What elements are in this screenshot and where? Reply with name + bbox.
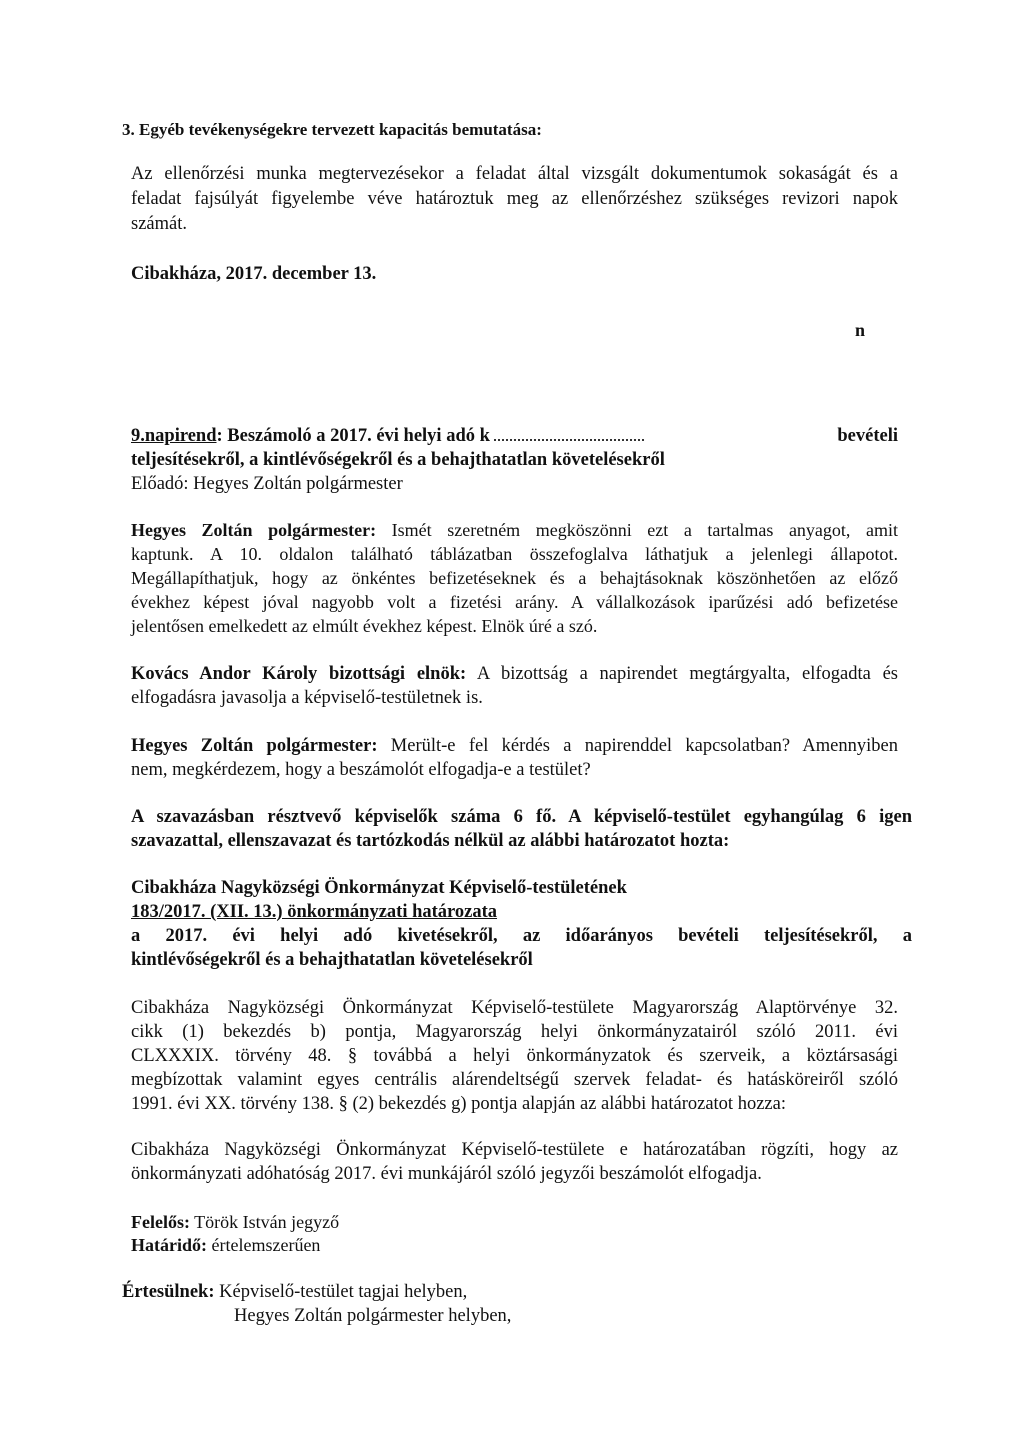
deadline-value: értelemszerűen [207,1235,321,1255]
agenda-title-line: teljesítésekről, a kintlévőségekről és a behajthatatlan követelésekről [131,450,665,470]
decision-line: Cibakháza Nagyközségi Önkormányzat Képviselő-testülete e határozatában rögzíti, hogy az [131,1140,898,1160]
decision-line: önkormányzati adóhatóság 2017. évi munkájáról szóló jegyzői beszámolót elfogadja. [131,1164,762,1184]
resolution-subject-line: kintlévőségekről és a behajthatatlan követelésekről [131,950,533,970]
legal-basis-line: 1991. évi XX. törvény 138. § (2) bekezdés g) pontja alapján az alábbi határozatot hozza: [131,1094,786,1114]
paragraph-line: Az ellenőrzési munka megtervezésekor a feladat által vizsgált dokumentumok sokaságát és a [131,164,898,184]
legal-basis-line: cikk (1) bekezdés b) pontja, Magyarország helyi önkormányzatairól szóló 2011. évi [131,1022,898,1042]
vote-line: A szavazásban résztvevő képviselők száma 6 fő. A képviselő-testület egyhangúlag 6 igen [131,807,912,827]
speech-line [131,734,898,758]
speech-line: évekhez képest jóval nagyobb volt a fizetési arány. A vállalkozások iparűzési adó befizetése [131,592,898,612]
agenda-title-end: bevételi [837,426,898,446]
agenda-title-line [131,424,898,448]
agenda-label: 9.napirend [131,426,217,446]
speech-text: Ismét szeretném megköszönni ezt a tartalmas anyagot, amit [376,520,898,540]
deadline-line [131,1233,320,1257]
speech-line: kaptunk. A 10. oldalon található táblázatban összefoglalva láthatjuk a jelenlegi állapotot. [131,544,898,564]
resolution-subject-line: a 2017. évi helyi adó kivetésekről, az időarányos bevételi teljesítésekről, a [131,926,912,946]
speech-line: nem, megkérdezem, hogy a beszámolót elfogadja-e a testület? [131,760,591,780]
deadline-label: Határidő: [131,1235,207,1255]
responsible-label: Felelős: [131,1212,190,1232]
vote-line: szavazattal, ellenszavazat és tartózkodás nélkül az alábbi határozatot hozta: [131,831,730,851]
speech-line: elfogadásra javasolja a képviselő-testületnek is. [131,688,483,708]
speaker-name: Hegyes Zoltán polgármester: [131,520,377,540]
speaker-name: Hegyes Zoltán polgármester: [131,736,378,756]
paragraph-line: számát. [131,214,187,234]
responsible-value: Török István jegyző [189,1212,340,1232]
legal-basis-line: megbízottak valamint egyes centrális alárendeltségű szervek feladat- és hatásköreiről szóló [131,1070,898,1090]
resolution-body: Cibakháza Nagyközségi Önkormányzat Képviselő-testületének [131,878,627,898]
speech-line: Megállapíthatjuk, hogy az önkéntes befizetéseknek és a behajtásoknak köszönhetően az előző [131,568,898,588]
speech-text: Merült-e fel kérdés a napirenddel kapcsolatban? Amennyiben [377,736,898,756]
paragraph-line: feladat fajsúlyát figyelembe véve határoztuk meg az ellenőrzéshez szükséges revizori napok [131,189,898,209]
speaker-name: Kovács Andor Károly bizottsági elnök: [131,664,467,684]
agenda-presenter: Előadó: Hegyes Zoltán polgármester [131,474,403,494]
notify-recipient: Hegyes Zoltán polgármester helyben, [234,1306,512,1326]
speech-line [131,518,898,542]
place-date: Cibakháza, 2017. december 13. [131,264,377,284]
notify-recipient: Képviselő-testület tagjai helyben, [214,1282,468,1302]
legal-basis-line: CLXXXIX. törvény 48. § továbbá a helyi önkormányzatok és szerveik, a köztársasági [131,1046,898,1066]
speech-text: A bizottság a napirendet megtárgyalta, elfogadta és [466,664,898,684]
agenda-title-start: : Beszámoló a 2017. évi helyi adó k [216,426,490,446]
section-heading: 3. Egyéb tevékenységekre tervezett kapacitás bemutatása: [122,120,542,139]
resolution-number: 183/2017. (XII. 13.) önkormányzati határozata [131,902,498,922]
stray-character: n [855,320,866,340]
responsible-line [131,1210,339,1234]
notify-line [122,1280,467,1304]
speech-line [131,662,898,686]
notify-label: Értesülnek: [122,1282,215,1302]
speech-line: jelentősen emelkedett az elmúlt évekhez képest. Elnök úré a szó. [131,616,598,636]
legal-basis-line: Cibakháza Nagyközségi Önkormányzat Képviselő-testülete Magyarország Alaptörvénye 32. [131,998,898,1018]
illegible-text [494,433,644,441]
